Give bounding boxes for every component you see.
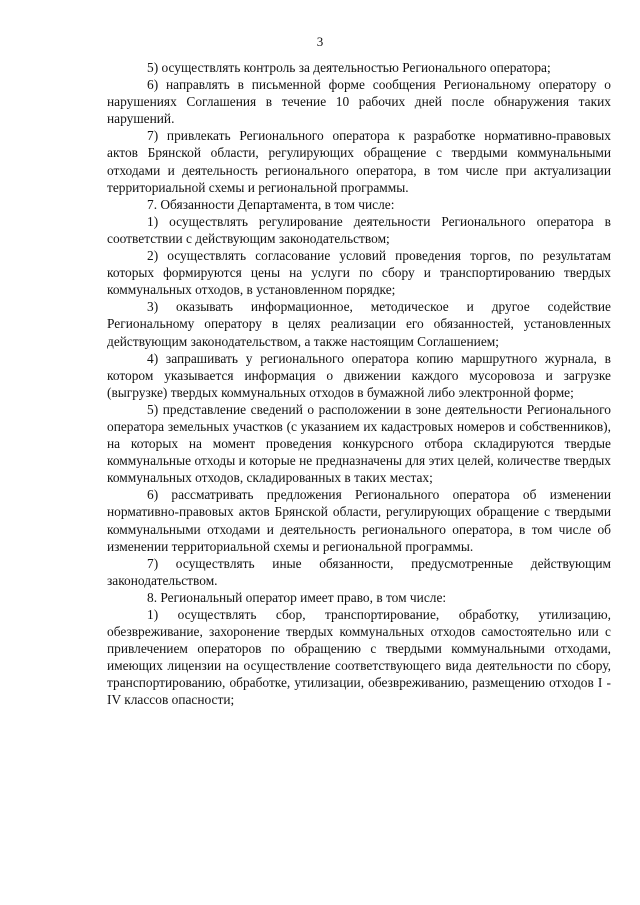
paragraph-item-5-provide: 5) представление сведений о расположении в зоне деятельности Регионального оператора земельных участков (с указанием их кадастровых номеров и собственников), на которых на момент проведения конкурсного отбора складируются твердые коммунальные отходы и которые не предназначены для этих целей, количестве твердых коммунальных отходов, складированных в таких местах; xyxy=(107,401,611,486)
paragraph-item-1-collect: 1) осуществлять сбор, транспортирование, обработку, утилизацию, обезвреживание, захоронение твердых коммунальных отходов самостоятельно или с привлечением операторов по обращению с твердыми коммунальными отходами, имеющих лицензии на осуществление соответствующего вида деятельности по сбору, транспортированию, обработке, утилизации, обезвреживанию, размещению отходов I - IV классов опасности; xyxy=(107,607,611,708)
paragraph-item-6-notify: 6) направлять в письменной форме сообщения Региональному оператору о нарушениях Соглашения в течение 10 рабочих дней после обнаружения таких нарушений. xyxy=(107,77,611,127)
page-number: 3 xyxy=(316,34,324,49)
document-body xyxy=(107,59,611,709)
paragraph-item-4-request: 4) запрашивать у регионального оператора копию маршрутного журнала, в котором указывается информация о движении каждого мусоровоза и загрузке (выгрузке) твердых коммунальных отходов в бумажной либо электронной форме; xyxy=(107,350,611,400)
section-heading-8: 8. Региональный оператор имеет право, в том числе: xyxy=(147,589,447,605)
section-heading-7: 7. Обязанности Департамента, в том числе: xyxy=(147,196,395,212)
paragraph-item-1-regulate: 1) осуществлять регулирование деятельности Регионального оператора в соответствии с действующим законодательством; xyxy=(107,213,611,246)
paragraph-item-6-review: 6) рассматривать предложения Регионального оператора об изменении нормативно-правовых актов Брянской области, регулирующих обращение с твердыми коммунальными отходами и деятельность регионального оператора, в том числе об изменении территориальной схемы и региональной программы. xyxy=(107,487,611,554)
paragraph-item-2-approve: 2) осуществлять согласование условий проведения торгов, по результатам которых формируются цены на услуги по сбору и транспортированию твердых коммунальных отходов, в установленном порядке; xyxy=(107,248,611,298)
paragraph-item-5-control: 5) осуществлять контроль за деятельностью Регионального оператора; xyxy=(147,60,551,75)
paragraph-item-3-assist: 3) оказывать информационное, методическое и другое содействие Региональному оператору в целях реализации его обязанностей, установленных действующим законодательством, а также настоящим Соглашением; xyxy=(107,299,611,349)
paragraph-item-7-involve: 7) привлекать Регионального оператора к разработке нормативно-правовых актов Брянской области, регулирующих обращение с твердыми коммунальными отходами и деятельность регионального оператора, в том числе при актуализации территориальной схемы и региональной программы. xyxy=(107,128,611,195)
paragraph-item-7-other: 7) осуществлять иные обязанности, предусмотренные действующим законодательством. xyxy=(107,555,611,588)
